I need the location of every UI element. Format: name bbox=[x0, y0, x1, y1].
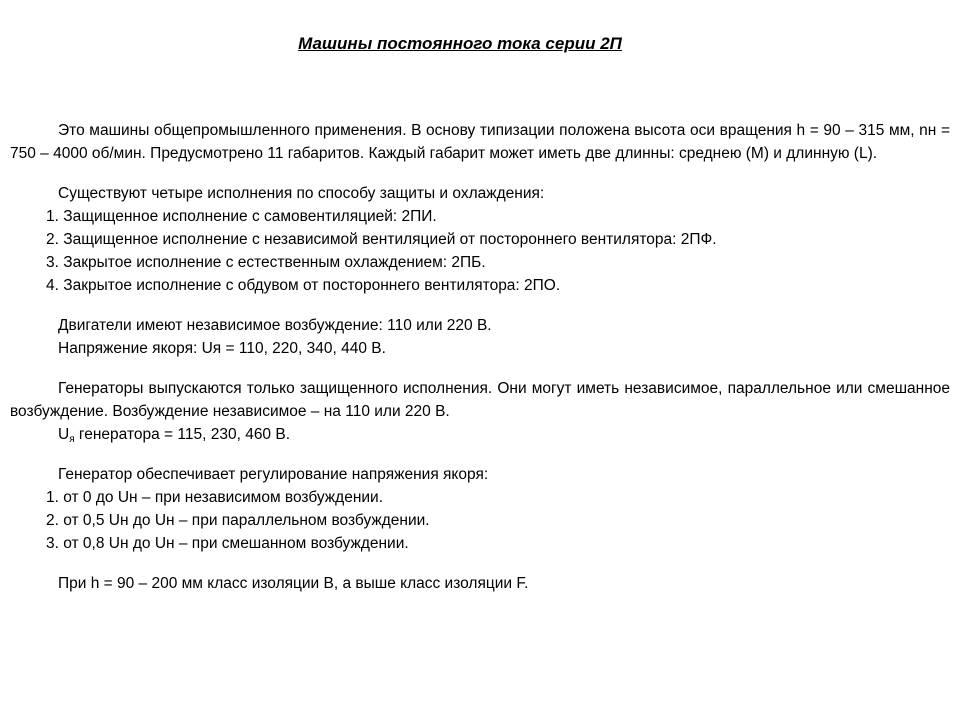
spacer bbox=[10, 446, 950, 463]
protection-item-3 bbox=[10, 251, 950, 274]
insulation-line: При h = 90 – 200 мм класс изоляции В, а выше класс изоляции F. bbox=[58, 575, 529, 592]
protection-item-2 bbox=[10, 228, 950, 251]
regulation-list bbox=[10, 486, 950, 555]
list-number: 4. bbox=[46, 277, 59, 294]
list-text: от 0 до Uн – при независимом возбуждении. bbox=[63, 489, 384, 506]
list-text: Защищенное исполнение с самовентиляцией: 2ПИ. bbox=[63, 208, 437, 225]
protection-heading: Существуют четыре исполнения по способу защиты и охлаждения: bbox=[58, 185, 545, 202]
intro-paragraph: Это машины общепромышленного применения. В основу типизации положена высота оси вращения h = 90 – 315 мм, nн = 750 – 4000 об/мин. Предусмотрено 11 габаритов. Каждый габарит может иметь две длинны: среднею (М) и длинную (L). bbox=[10, 122, 950, 162]
motors-armature-voltage-line: Напряжение якоря: Uя = 110, 220, 340, 440 В. bbox=[58, 340, 386, 357]
generator-voltage-line bbox=[10, 423, 950, 446]
protection-item-4 bbox=[10, 274, 950, 297]
spacer bbox=[10, 165, 950, 182]
list-number: 2. bbox=[46, 512, 59, 529]
protection-item-1 bbox=[10, 205, 950, 228]
list-number: 1. bbox=[46, 489, 59, 506]
spacer bbox=[10, 555, 950, 572]
list-number: 1. bbox=[46, 208, 59, 225]
motors-excitation-line: Двигатели имеют независимое возбуждение: 110 или 220 В. bbox=[58, 317, 492, 334]
list-number: 3. bbox=[46, 535, 59, 552]
list-text: Закрытое исполнение с естественным охлаждением: 2ПБ. bbox=[63, 254, 486, 271]
voltage-symbol: U bbox=[58, 426, 70, 443]
list-text: Закрытое исполнение с обдувом от постороннего вентилятора: 2ПО. bbox=[63, 277, 561, 294]
page-title: Машины постоянного тока серии 2П bbox=[298, 34, 622, 53]
list-text: от 0,5 Uн до Uн – при параллельном возбуждении. bbox=[63, 512, 430, 529]
regulation-heading: Генератор обеспечивает регулирование напряжения якоря: bbox=[58, 466, 489, 483]
generators-paragraph: Генераторы выпускаются только защищенного исполнения. Они могут иметь независимое, параллельное или смешанное возбуждение. Возбуждение независимое – на 110 или 220 В. bbox=[10, 380, 950, 420]
list-number: 3. bbox=[46, 254, 59, 271]
document-body bbox=[10, 119, 950, 595]
list-text: от 0,8 Uн до Uн – при смешанном возбуждении. bbox=[63, 535, 409, 552]
voltage-values: генератора = 115, 230, 460 В. bbox=[74, 426, 291, 443]
spacer bbox=[10, 297, 950, 314]
regulation-item-3 bbox=[10, 532, 950, 555]
regulation-item-2 bbox=[10, 509, 950, 532]
list-text: Защищенное исполнение с независимой вентиляцией от постороннего вентилятора: 2ПФ. bbox=[63, 231, 717, 248]
regulation-item-1 bbox=[10, 486, 950, 509]
spacer bbox=[10, 360, 950, 377]
list-number: 2. bbox=[46, 231, 59, 248]
protection-list bbox=[10, 205, 950, 297]
voltage-subscript: я bbox=[69, 434, 75, 445]
